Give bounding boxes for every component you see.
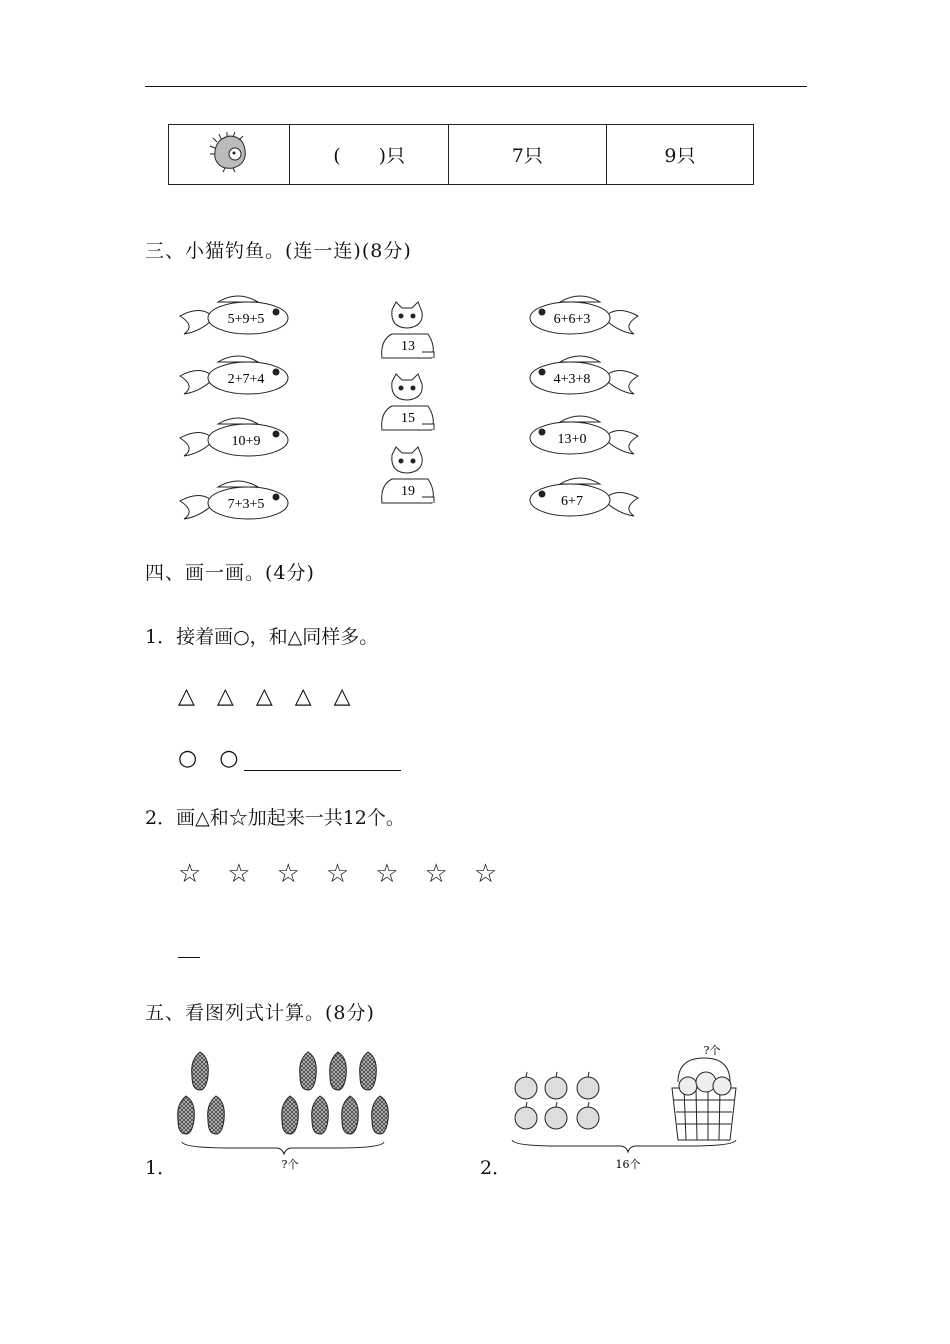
apple-figure	[508, 1042, 743, 1176]
count-cell-7: 7只	[448, 125, 606, 185]
cat-label: 19	[401, 484, 415, 499]
cat-label: 13	[401, 339, 415, 354]
fish-right-label: 4+3+8	[553, 372, 591, 387]
fish-right-label: 6+6+3	[553, 312, 591, 327]
cat-3	[378, 445, 440, 507]
section-3-title: 三、小猫钓鱼。(连一连)(8分)	[145, 240, 412, 262]
question-4-2: 2．画△和☆加起来一共12个。	[145, 807, 405, 829]
answer-dash	[178, 957, 200, 958]
section-4-title: 四、画一画。(4分)	[145, 562, 315, 584]
fish-left-2	[178, 348, 290, 408]
eggplant-figure	[172, 1044, 397, 1174]
cat-label: 15	[401, 411, 415, 426]
fish-left-label: 5+9+5	[227, 312, 265, 327]
triangle-row: △ △ △ △ △	[178, 684, 351, 709]
count-cell-9: 9只	[606, 125, 753, 185]
circle-row: ○ ○	[178, 746, 239, 771]
count-table	[168, 124, 754, 185]
hedgehog-cell	[169, 125, 290, 185]
fish-right-label: 6+7	[561, 494, 583, 509]
header-rule	[145, 86, 807, 87]
figure-2-total-label: 16个	[615, 1158, 641, 1171]
figure-1-label: ?个	[281, 1158, 299, 1171]
question-5-1-number: 1．	[145, 1157, 177, 1179]
fish-right-2	[528, 348, 640, 408]
question-4-1: 1．接着画○，和△同样多。	[145, 626, 379, 648]
fish-left-3	[178, 410, 290, 470]
fish-right-1	[528, 288, 640, 348]
figure-2-unknown-label: ?个	[703, 1044, 721, 1057]
fish-left-1	[178, 288, 290, 348]
fish-left-label: 7+3+5	[227, 497, 265, 512]
star-row: ☆ ☆ ☆ ☆ ☆ ☆ ☆	[178, 859, 498, 889]
hedgehog-count-cell: ( )只	[290, 125, 448, 185]
fish-left-4	[178, 473, 290, 533]
cat-2	[378, 372, 440, 434]
fish-right-3	[528, 408, 640, 468]
fish-right-4	[528, 470, 640, 530]
answer-blank-line	[244, 770, 401, 771]
fish-left-label: 10+9	[231, 434, 261, 449]
fish-left-label: 2+7+4	[227, 372, 265, 387]
question-5-2-number: 2．	[480, 1157, 512, 1179]
cat-1	[378, 300, 440, 362]
table-row	[169, 125, 754, 185]
fish-right-label: 13+0	[557, 432, 587, 447]
section-5-title: 五、看图列式计算。(8分)	[145, 1002, 375, 1024]
hedgehog-icon	[207, 130, 251, 174]
